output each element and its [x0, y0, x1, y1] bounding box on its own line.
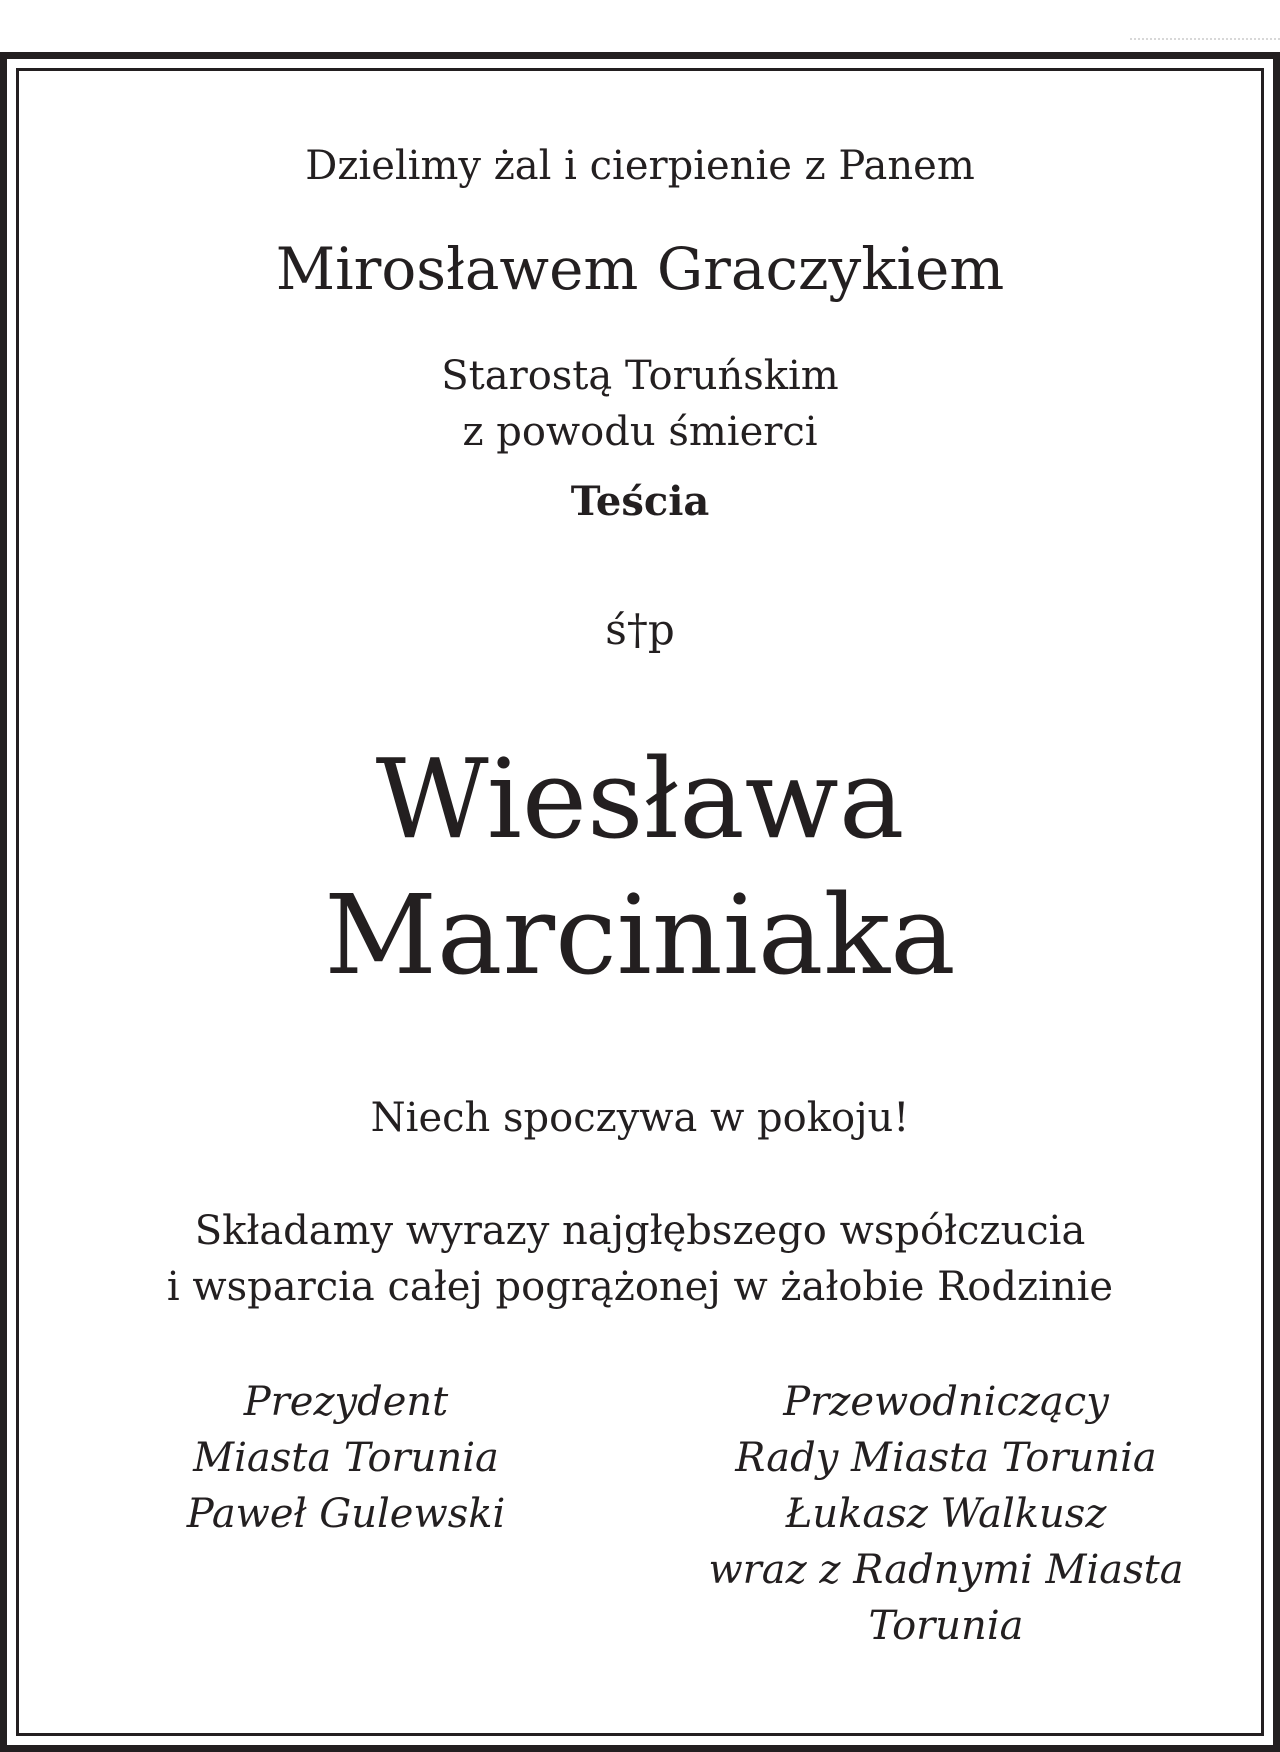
- signature-line: Paweł Gulewski: [186, 1491, 506, 1537]
- relation-text: Teścia: [570, 478, 710, 525]
- intro-text: Dzielimy żal i cierpienie z Panem: [305, 143, 975, 189]
- condolence-line: Składamy wyrazy najgłębszego współczucia: [194, 1208, 1086, 1254]
- honoree-name: Mirosławem Graczykiem: [275, 235, 1005, 303]
- signature-line: Prezydent: [243, 1379, 449, 1425]
- condolence-text: [16, 1203, 1264, 1315]
- condolence-line: i wsparcia całej pogrążonej w żałobie Rodzinie: [166, 1264, 1114, 1310]
- rest-in-peace-text: Niech spoczywa w pokoju!: [370, 1095, 910, 1141]
- signature-council-chair: [666, 1374, 1226, 1654]
- signature-line: wraz z Radnymi Miasta: [708, 1547, 1184, 1593]
- signature-line: Miasta Torunia: [193, 1435, 499, 1481]
- honoree-title-line: Starostą Toruńskim: [441, 353, 839, 399]
- deceased-name: [16, 731, 1264, 1003]
- stp-cross-marker: ś†p: [605, 605, 675, 654]
- honoree-title-line: z powodu śmierci: [462, 409, 818, 455]
- deceased-last-name: Marciniaka: [324, 871, 956, 999]
- deceased-first-name: Wiesława: [375, 735, 905, 863]
- signature-line: Przewodniczący: [783, 1379, 1109, 1425]
- signature-line: Rady Miasta Torunia: [735, 1435, 1157, 1481]
- signature-mayor: [156, 1374, 536, 1542]
- honoree-title: [16, 348, 1264, 460]
- signature-line: Łukasz Walkusz: [785, 1491, 1107, 1537]
- signature-line: Torunia: [868, 1603, 1024, 1649]
